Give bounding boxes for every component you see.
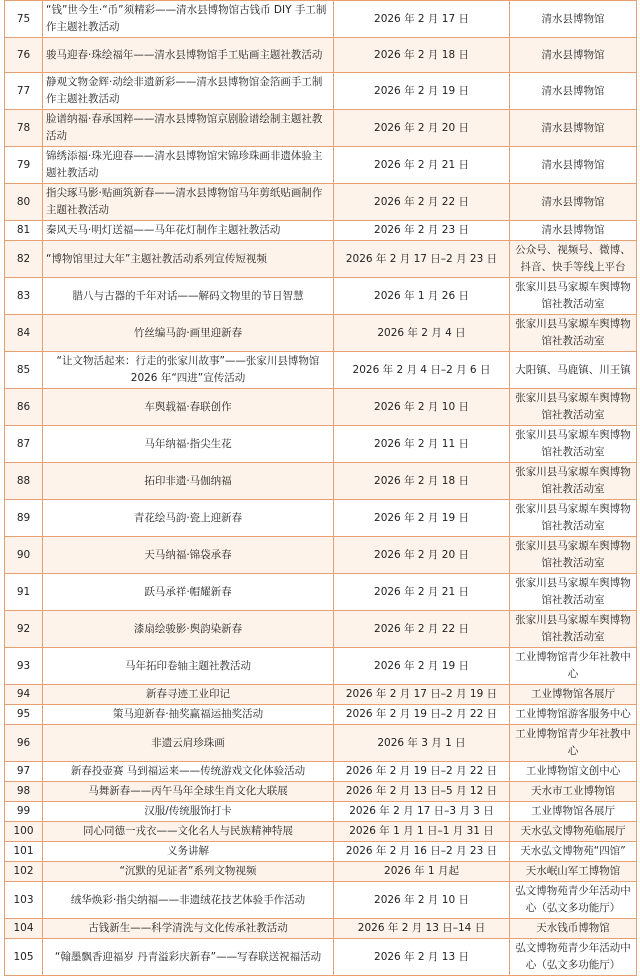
- activity-venue: 工业博物馆各展厅: [510, 685, 637, 705]
- activity-date: 2026 年 2 月 19 日: [334, 648, 510, 685]
- activity-title: 新春投壶赛 马到福运来——传统游戏文化体验活动: [43, 762, 334, 782]
- row-number: 93: [5, 648, 43, 685]
- activity-date: 2026 年 2 月 13 日–14 日: [334, 919, 510, 939]
- row-number: 90: [5, 537, 43, 574]
- activity-title: 指尖琢马影·贴画筑新春——清水县博物馆马年剪纸贴画制作主题社教活动: [43, 184, 334, 221]
- activity-title: “沉默的见证者”系列文物视频: [43, 862, 334, 882]
- table-row: [5, 537, 637, 574]
- table-row: [5, 352, 637, 389]
- activity-date: 2026 年 2 月 19 日: [334, 73, 510, 110]
- activity-title: “让文物活起来：行走的张家川故事”——张家川县博物馆 2026 年“四进”宣传活动: [43, 352, 334, 389]
- row-number: 100: [5, 822, 43, 842]
- activity-title: 竹丝编马韵·画里迎新春: [43, 315, 334, 352]
- table-row: [5, 842, 637, 862]
- row-number: 96: [5, 725, 43, 762]
- activity-title: 秦风天马·明灯送福——马年花灯制作主题社教活动: [43, 221, 334, 241]
- activity-date: 2026 年 2 月 17 日: [334, 1, 510, 38]
- activity-title: 脸谱纳福·春承国粹——清水县博物馆京剧脸谱绘制主题社教活动: [43, 110, 334, 147]
- activity-title: 汉服/传统服饰打卡: [43, 802, 334, 822]
- activity-venue: 工业博物馆文创中心: [510, 762, 637, 782]
- activity-date: 2026 年 2 月 20 日: [334, 537, 510, 574]
- activity-venue: 张家川县马家塬车舆博物馆社教活动室: [510, 611, 637, 648]
- activity-date: 2026 年 1 月起: [334, 862, 510, 882]
- row-number: 102: [5, 862, 43, 882]
- activity-title: 车舆载福·春联创作: [43, 389, 334, 426]
- row-number: 101: [5, 842, 43, 862]
- activity-date: 2026 年 2 月 11 日: [334, 426, 510, 463]
- table-row: [5, 110, 637, 147]
- activity-title: 漆扇绘骏影·舆韵染新春: [43, 611, 334, 648]
- activity-venue: 工业博物馆青少年社教中心: [510, 725, 637, 762]
- activity-venue: 天水钱币博物馆: [510, 919, 637, 939]
- activity-venue: 清水县博物馆: [510, 221, 637, 241]
- row-number: 81: [5, 221, 43, 241]
- table-row: [5, 685, 637, 705]
- row-number: 92: [5, 611, 43, 648]
- activity-date: 2026 年 2 月 23 日: [334, 221, 510, 241]
- table-row: [5, 278, 637, 315]
- activity-date: 2026 年 2 月 16 日–2 月 23 日: [334, 842, 510, 862]
- activity-table: [4, 0, 637, 976]
- activity-title: 骏马迎春·珠绘福年——清水县博物馆手工贴画主题社教活动: [43, 38, 334, 73]
- row-number: 91: [5, 574, 43, 611]
- activity-venue: 大阳镇、马鹿镇、川王镇: [510, 352, 637, 389]
- activity-date: 2026 年 2 月 22 日: [334, 611, 510, 648]
- activity-title: 策马迎新春·抽奖赢福运抽奖活动: [43, 705, 334, 725]
- activity-title: 非遗云肩珍珠画: [43, 725, 334, 762]
- activity-venue: 张家川县马家塬车舆博物馆社教活动室: [510, 574, 637, 611]
- table-row: [5, 862, 637, 882]
- activity-date: 2026 年 2 月 18 日: [334, 463, 510, 500]
- table-row: [5, 648, 637, 685]
- activity-venue: 工业博物馆各展厅: [510, 802, 637, 822]
- activity-venue: 张家川县马家塬车舆博物馆社教活动室: [510, 537, 637, 574]
- row-number: 75: [5, 1, 43, 38]
- activity-title: 马年纳福·指尖生花: [43, 426, 334, 463]
- row-number: 99: [5, 802, 43, 822]
- table-row: [5, 73, 637, 110]
- activity-venue: 天水岷山军工博物馆: [510, 862, 637, 882]
- activity-date: 2026 年 3 月 1 日: [334, 725, 510, 762]
- table-row: [5, 241, 637, 278]
- activity-title: 拓印非遗·马伽纳福: [43, 463, 334, 500]
- activity-date: 2026 年 2 月 17 日–2 月 23 日: [334, 241, 510, 278]
- row-number: 76: [5, 38, 43, 73]
- activity-title: 新春寻迹工业印记: [43, 685, 334, 705]
- activity-venue: 张家川县马家塬车舆博物馆社教活动室: [510, 426, 637, 463]
- activity-venue: 张家川县马家塬车舆博物馆社教活动室: [510, 389, 637, 426]
- activity-title: 静观文物金辉·动绘非遗新彩——清水县博物馆金箔画手工制作主题社教活动: [43, 73, 334, 110]
- activity-title: 绒华焕彩·指尖纳福——非遗绒花技艺体验手作活动: [43, 882, 334, 919]
- table-row: [5, 725, 637, 762]
- row-number: 98: [5, 782, 43, 802]
- activity-venue: 清水县博物馆: [510, 73, 637, 110]
- activity-venue: 公众号、视频号、微博、抖音、快手等线上平台: [510, 241, 637, 278]
- table-row: [5, 184, 637, 221]
- activity-date: 2026 年 1 月 26 日: [334, 278, 510, 315]
- table-row: [5, 389, 637, 426]
- table-row: [5, 705, 637, 725]
- activity-title: “翰墨飘香迎福岁 丹青溢彩庆新春”——写春联送祝福活动: [43, 939, 334, 976]
- table-row: [5, 426, 637, 463]
- table-row: [5, 574, 637, 611]
- activity-date: 2026 年 2 月 21 日: [334, 574, 510, 611]
- row-number: 105: [5, 939, 43, 976]
- activity-venue: 张家川县马家塬车舆博物馆社教活动室: [510, 500, 637, 537]
- activity-title: 马年拓印卷轴主题社教活动: [43, 648, 334, 685]
- activity-date: 2026 年 2 月 18 日: [334, 38, 510, 73]
- row-number: 89: [5, 500, 43, 537]
- table-row: [5, 147, 637, 184]
- activity-venue: 弘文博物苑青少年活动中心（弘文多功能厅）: [510, 939, 637, 976]
- row-number: 85: [5, 352, 43, 389]
- activity-title: 跃马承祥·帽耀新春: [43, 574, 334, 611]
- activity-title: 锦绣添福·珠光迎春——清水县博物馆宋锦珍珠画非遗体验主题社教活动: [43, 147, 334, 184]
- activity-date: 2026 年 2 月 19 日–2 月 22 日: [334, 705, 510, 725]
- activity-date: 2026 年 2 月 4 日–2 月 6 日: [334, 352, 510, 389]
- activity-date: 2026 年 2 月 4 日: [334, 315, 510, 352]
- row-number: 87: [5, 426, 43, 463]
- table-row: [5, 38, 637, 73]
- activity-date: 2026 年 2 月 22 日: [334, 184, 510, 221]
- activity-date: 2026 年 2 月 20 日: [334, 110, 510, 147]
- activity-venue: 清水县博物馆: [510, 1, 637, 38]
- activity-date: 2026 年 2 月 17 日–2 月 19 日: [334, 685, 510, 705]
- row-number: 103: [5, 882, 43, 919]
- activity-title: 天马纳福·锦袋承春: [43, 537, 334, 574]
- activity-date: 2026 年 2 月 13 日: [334, 939, 510, 976]
- row-number: 82: [5, 241, 43, 278]
- activity-venue: 清水县博物馆: [510, 147, 637, 184]
- table-row: [5, 500, 637, 537]
- activity-date: 2026 年 2 月 10 日: [334, 882, 510, 919]
- table-row: [5, 1, 637, 38]
- table-row: [5, 463, 637, 500]
- activity-title: 腊八与古器的千年对话——解码文物里的节日智慧: [43, 278, 334, 315]
- activity-venue: 张家川县马家塬车舆博物馆社教活动室: [510, 278, 637, 315]
- activity-date: 2026 年 2 月 19 日–2 月 22 日: [334, 762, 510, 782]
- row-number: 84: [5, 315, 43, 352]
- table-row: [5, 762, 637, 782]
- activity-title: 义务讲解: [43, 842, 334, 862]
- activity-date: 2026 年 1 月 1 日–1 月 31 日: [334, 822, 510, 842]
- table-row: [5, 315, 637, 352]
- activity-venue: 清水县博物馆: [510, 38, 637, 73]
- table-row: [5, 221, 637, 241]
- activity-venue: 天水弘文博物苑“四馆”: [510, 842, 637, 862]
- row-number: 88: [5, 463, 43, 500]
- activity-venue: 工业博物馆青少年社教中心: [510, 648, 637, 685]
- activity-date: 2026 年 2 月 17 日–3 月 3 日: [334, 802, 510, 822]
- activity-title: “钱”世今生·“币”须精彩——清水县博物馆古钱币 DIY 手工制作主题社教活动: [43, 1, 334, 38]
- table-row: [5, 882, 637, 919]
- activity-date: 2026 年 2 月 21 日: [334, 147, 510, 184]
- table-row: [5, 611, 637, 648]
- table-row: [5, 802, 637, 822]
- table-row: [5, 822, 637, 842]
- row-number: 77: [5, 73, 43, 110]
- row-number: 80: [5, 184, 43, 221]
- activity-venue: 天水市工业博物馆: [510, 782, 637, 802]
- activity-date: 2026 年 2 月 10 日: [334, 389, 510, 426]
- activity-venue: 张家川县马家塬车舆博物馆社教活动室: [510, 315, 637, 352]
- activity-venue: 张家川县马家塬车舆博物馆社教活动室: [510, 463, 637, 500]
- table-row: [5, 939, 637, 976]
- activity-date: 2026 年 2 月 13 日–5 月 12 日: [334, 782, 510, 802]
- row-number: 97: [5, 762, 43, 782]
- row-number: 95: [5, 705, 43, 725]
- activity-venue: 弘文博物苑青少年活动中心（弘文多功能厅）: [510, 882, 637, 919]
- activity-date: 2026 年 2 月 19 日: [334, 500, 510, 537]
- activity-title: 同心同德一戎衣——文化名人与民族精神特展: [43, 822, 334, 842]
- activity-venue: 清水县博物馆: [510, 184, 637, 221]
- activity-title: 古钱新生——科学清洗与文化传承社教活动: [43, 919, 334, 939]
- activity-venue: 清水县博物馆: [510, 110, 637, 147]
- activity-title: 青花绘马韵·瓷上迎新春: [43, 500, 334, 537]
- row-number: 86: [5, 389, 43, 426]
- activity-title: “博物馆里过大年”主题社教活动系列宣传短视频: [43, 241, 334, 278]
- activity-venue: 工业博物馆游客服务中心: [510, 705, 637, 725]
- table-row: [5, 919, 637, 939]
- row-number: 79: [5, 147, 43, 184]
- row-number: 104: [5, 919, 43, 939]
- table-row: [5, 782, 637, 802]
- activity-venue: 天水弘文博物苑临展厅: [510, 822, 637, 842]
- table-body: [5, 1, 637, 976]
- row-number: 78: [5, 110, 43, 147]
- activity-title: 马舞新春——丙午马年全球生肖文化大联展: [43, 782, 334, 802]
- row-number: 83: [5, 278, 43, 315]
- row-number: 94: [5, 685, 43, 705]
